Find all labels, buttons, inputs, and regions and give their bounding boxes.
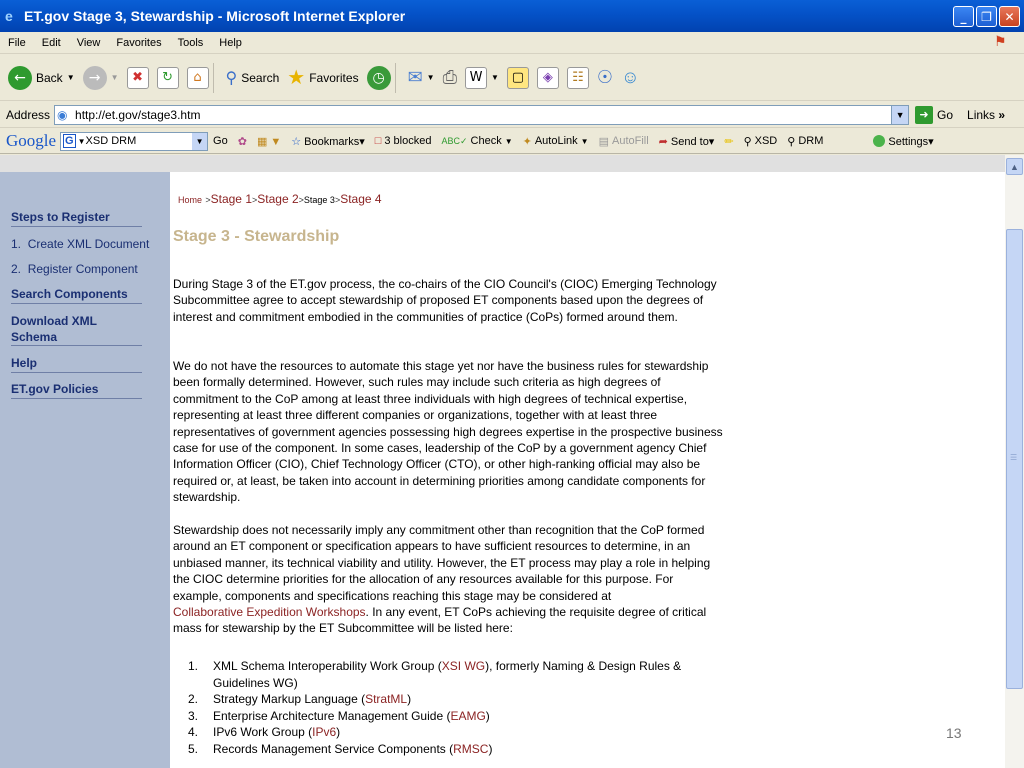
list-item <box>188 708 718 725</box>
list-item-number: 3. <box>188 708 199 723</box>
window-title-bar[interactable] <box>0 0 1024 32</box>
address-dropdown-icon[interactable]: ▼ <box>891 106 908 124</box>
autofill-button[interactable] <box>594 135 654 148</box>
page-icon: ◉ <box>57 107 68 122</box>
list-item-text: XML Schema Interoperability Work Group ( <box>213 659 442 673</box>
back-label: Back <box>36 70 63 85</box>
sidebar-steps-to-register[interactable]: Steps to Register <box>11 210 110 224</box>
stratml-link[interactable]: StratML <box>365 692 408 707</box>
favorites-button[interactable] <box>287 65 358 90</box>
google-search-input[interactable] <box>60 132 208 151</box>
sidebar-item-label: Download XML <box>11 314 97 328</box>
list-item-text: Strategy Markup Language ( <box>213 692 366 707</box>
google-box-dropdown-icon[interactable]: ▼ <box>77 136 86 146</box>
cop-list <box>188 658 718 758</box>
page-content <box>0 155 1005 768</box>
messenger-icon[interactable]: ◈ <box>537 67 559 89</box>
paragraph-1: During Stage 3 of the ET.gov process, the co-chairs of the CIO Council's (CIOC) Emerging Technology Subcommittee agree to accept stewardship of proposed ET components based upon the degrees of interest and commitment embodied in the communities of practice (CoPs) formed around them. <box>173 277 717 324</box>
list-item <box>188 658 718 691</box>
close-button[interactable]: ✕ <box>999 6 1020 27</box>
breadcrumb-stage-4[interactable]: Stage 4 <box>340 192 382 206</box>
settings-label: Settings▾ <box>888 135 934 148</box>
google-go-button[interactable] <box>208 135 233 147</box>
scroll-grip-icon: ☰ <box>1010 453 1018 462</box>
slide-number: 13 <box>946 725 962 741</box>
paragraph-3-text: Stewardship does not necessarily imply any commitment other than recognition that the CoP formed around an ET component or specification appears to have sufficient resources to determine, in an unbiased manner, its technical viability and utility. However, the ET process may play a role in helping the CIOC determine priorities for the allocation of any resources available for this purpose. For example, components and specifications reaching this stage may be considered at <box>173 523 711 603</box>
paragraph-3-text: . In any event, ET CoPs achieving the requisite degree of critical mass for stewarship by the ET Subcommittee will be listed here: <box>173 605 707 636</box>
google-search-value: XSD DRM <box>85 135 137 147</box>
breadcrumb <box>178 192 382 206</box>
page-rank-icon[interactable]: ✿ <box>237 135 247 148</box>
menu-tools[interactable]: Tools <box>177 36 204 49</box>
page-top-band <box>0 155 1005 172</box>
drm-button[interactable] <box>782 135 828 148</box>
autofill-label: AutoFill <box>611 135 649 147</box>
list-item <box>188 741 718 758</box>
menu-view[interactable]: View <box>76 36 101 49</box>
list-item-text: IPv6 Work Group ( <box>213 725 313 740</box>
sidebar-item-label: Create XML Document <box>27 237 150 251</box>
ipv6-link[interactable]: IPv6 <box>312 725 337 740</box>
list-item-text: ) <box>488 741 493 756</box>
list-item <box>188 724 718 741</box>
star-icon: ★ <box>287 67 306 89</box>
collaborative-workshops-link[interactable]: Collaborative Expedition Workshops <box>173 605 366 620</box>
vertical-scrollbar[interactable] <box>1005 155 1024 768</box>
blocked-label: 3 blocked <box>384 135 432 147</box>
sidebar-divider <box>11 226 142 227</box>
favorites-label: Favorites <box>309 70 359 85</box>
search-button[interactable] <box>226 68 280 88</box>
list-item-number: 2. <box>188 692 199 707</box>
help-people-icon[interactable]: ☉ <box>596 67 614 87</box>
sidebar-divider <box>11 303 142 304</box>
rmsc-link[interactable]: RMSC <box>453 741 489 756</box>
page-title: Stage 3 - Stewardship <box>173 228 340 245</box>
mail-icon[interactable]: ✉ <box>407 67 423 87</box>
history-icon[interactable]: ◷ <box>367 66 391 90</box>
go-button[interactable] <box>915 106 953 124</box>
forward-dropdown-icon[interactable]: ▼ <box>110 73 119 82</box>
xsd-label: XSD <box>754 135 778 147</box>
sidebar-item-download-schema[interactable] <box>11 313 97 345</box>
sidebar-item-number: 2. <box>11 262 22 276</box>
stop-icon[interactable]: ✖ <box>127 67 149 89</box>
popup-blocker-button[interactable] <box>370 135 437 147</box>
check-label: Check <box>470 135 502 147</box>
google-go-label: Go <box>213 135 228 147</box>
sidebar-item-create-xml[interactable] <box>11 237 149 251</box>
paragraph-3 <box>173 522 725 637</box>
bookmarks-button[interactable] <box>286 135 369 148</box>
bookmarks-label: Bookmarks▾ <box>304 135 365 148</box>
address-label: Address <box>6 107 51 122</box>
ie-icon: e <box>5 8 13 24</box>
edit-icon[interactable]: W <box>465 67 487 89</box>
home-icon[interactable]: ⌂ <box>187 67 209 89</box>
address-url: http://et.gov/stage3.htm <box>75 107 201 122</box>
drm-search-icon: ⚲ <box>787 135 796 148</box>
autolink-dropdown-icon[interactable]: ▼ <box>580 136 589 146</box>
minimize-button[interactable]: _ <box>953 6 974 27</box>
window-title: ET.gov Stage 3, Stewardship - Microsoft Internet Explorer <box>24 8 406 24</box>
sidebar-item-help[interactable]: Help <box>11 356 38 370</box>
sidebar-item-register-component[interactable] <box>11 262 138 276</box>
menu-edit[interactable]: Edit <box>41 36 61 49</box>
back-arrow-icon: ← <box>8 66 32 90</box>
list-item-text: Enterprise Architecture Management Guide ( <box>213 708 451 723</box>
list-item-text: ) <box>407 692 412 707</box>
xsd-search-icon: ⚲ <box>743 135 752 148</box>
list-item-number: 5. <box>188 741 199 756</box>
sidebar-divider <box>11 398 142 399</box>
pagerank-dropdown-icon[interactable]: ▦ ▼ <box>256 135 282 148</box>
list-item-text: Records Management Service Components ( <box>213 741 454 756</box>
go-label: Go <box>937 107 954 122</box>
forward-arrow-icon: → <box>83 66 107 90</box>
check-dropdown-icon[interactable]: ▼ <box>504 136 513 146</box>
spell-check-button[interactable] <box>436 135 517 147</box>
menu-help[interactable]: Help <box>219 36 242 49</box>
sidebar-item-policies[interactable]: ET.gov Policies <box>11 382 99 396</box>
send-to-button[interactable] <box>654 135 720 148</box>
back-dropdown-icon[interactable]: ▼ <box>66 73 75 82</box>
search-label: Search <box>241 70 280 85</box>
send-to-icon: ➦ <box>658 135 668 148</box>
sidebar-divider <box>11 372 142 373</box>
discuss-icon[interactable]: ▢ <box>507 67 529 89</box>
mail-dropdown-icon[interactable]: ▼ <box>426 73 435 82</box>
research-icon[interactable]: ☷ <box>567 67 589 89</box>
list-item-text: ), formerly Naming & Design Rules & Guidelines WG) <box>213 659 682 690</box>
autofill-icon: ▤ <box>598 135 609 148</box>
eamg-link[interactable]: EAMG <box>450 708 486 723</box>
maximize-button[interactable]: ❐ <box>976 6 997 27</box>
autolink-button[interactable] <box>518 135 594 148</box>
autolink-wand-icon: ✦ <box>522 135 532 148</box>
sidebar-item-label: Register Component <box>27 262 138 276</box>
list-item-number: 4. <box>188 725 199 740</box>
google-logo[interactable]: Google <box>6 131 57 150</box>
print-icon[interactable]: ⎙ <box>442 67 457 87</box>
send-to-label: Send to▾ <box>670 135 715 148</box>
sidebar-item-label: Schema <box>11 330 58 344</box>
msn-buddies-icon[interactable]: ☺ <box>621 67 640 87</box>
list-item-text: ) <box>485 708 490 723</box>
highlighter-icon[interactable]: ✏ <box>724 135 734 148</box>
drm-label: DRM <box>798 135 824 147</box>
google-history-dropdown-icon[interactable]: ▼ <box>192 133 207 150</box>
autolink-label: AutoLink <box>534 135 578 147</box>
breadcrumb-stage-3: Stage 3 <box>303 195 335 205</box>
xsd-button[interactable] <box>739 135 783 148</box>
search-icon: ⚲ <box>225 69 238 87</box>
scroll-up-icon[interactable]: ▲ <box>1006 158 1023 175</box>
menu-file[interactable]: File <box>8 36 26 49</box>
list-item <box>188 691 718 708</box>
standard-toolbar <box>0 55 1024 101</box>
paragraph-2: We do not have the resources to automate this stage yet nor have the business rules for stewardship been formally determined. However, such rules may include such criteria as high degrees of commitment to the CoP among at least three individuals with high degrees of technical expertise, representing at least three different companies or organizations, together with at least three representatives of government agencies possessing high degrees expertise in the prospective business case for use of the component. In some cases, leadership of the CoP by a government agency Chief Information Officer (CIO), Chief Technology Officer (CTO), or other high-ranking official may also be required or, at least, be taken into account in determining priorities among candidate components for stewardship. <box>173 359 723 505</box>
popup-blocked-icon: □ <box>374 135 382 147</box>
settings-icon <box>873 135 885 147</box>
sidebar-divider <box>11 345 142 346</box>
list-item-text: ) <box>336 725 341 740</box>
back-button[interactable] <box>8 66 75 90</box>
list-item-number: 1. <box>188 659 199 673</box>
go-arrow-icon: ➜ <box>915 106 933 124</box>
breadcrumb-separator: > <box>252 195 258 205</box>
windows-logo-icon: ⚑ <box>994 33 1007 49</box>
address-bar <box>0 102 1024 128</box>
edit-dropdown-icon[interactable]: ▼ <box>491 73 499 82</box>
xsi-wg-link[interactable]: XSI WG <box>441 659 486 673</box>
refresh-icon[interactable]: ↻ <box>157 67 179 89</box>
spell-check-icon: ABC✓ <box>441 135 468 146</box>
sidebar-item-number: 1. <box>11 237 22 251</box>
settings-button[interactable] <box>868 135 938 148</box>
forward-button[interactable] <box>83 66 119 90</box>
breadcrumb-stage-1[interactable]: Stage 1 <box>210 192 252 206</box>
menu-favorites[interactable]: Favorites <box>116 36 162 49</box>
sidebar-item-search-components[interactable]: Search Components <box>11 287 128 301</box>
address-input[interactable] <box>54 105 909 125</box>
breadcrumb-separator: > <box>205 195 211 205</box>
breadcrumb-separator: > <box>334 195 341 205</box>
links-button[interactable]: Links » <box>967 107 1006 122</box>
links-label: Links <box>967 107 996 122</box>
menu-bar <box>0 32 1024 54</box>
google-toolbar <box>0 129 1024 154</box>
google-g-icon: G <box>65 135 74 147</box>
breadcrumb-stage-2[interactable]: Stage 2 <box>257 192 299 206</box>
breadcrumb-home[interactable]: Home <box>178 195 203 205</box>
bookmark-star-icon: ☆ <box>291 135 302 148</box>
breadcrumb-separator: > <box>298 195 304 205</box>
